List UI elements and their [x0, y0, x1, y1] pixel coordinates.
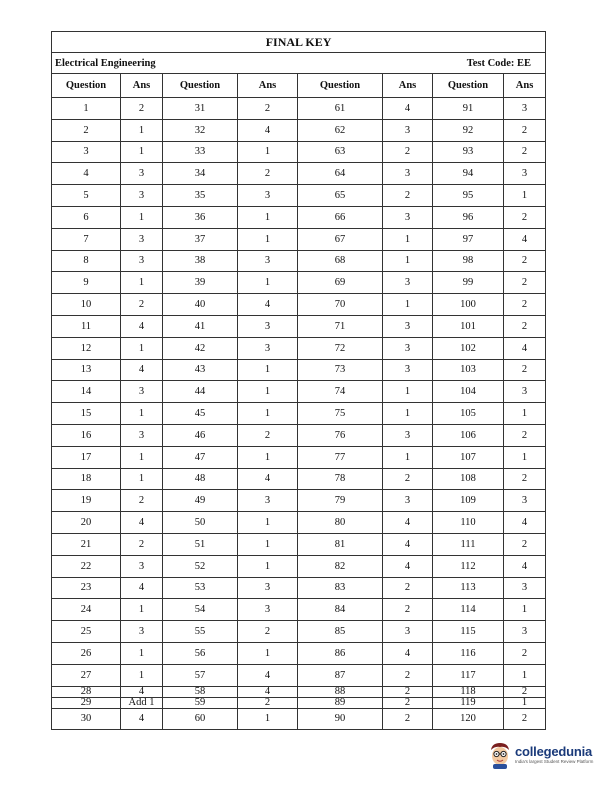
question-number-cell: 17 [52, 446, 121, 468]
answer-cell: 2 [383, 599, 433, 621]
question-number-cell: 27 [52, 664, 121, 686]
answer-cell: 3 [121, 381, 163, 403]
question-number-cell: 58 [163, 686, 238, 697]
answer-cell: 2 [504, 272, 546, 294]
answer-rows [52, 98, 546, 730]
answer-cell: 2 [238, 98, 298, 120]
question-number-cell: 13 [52, 359, 121, 381]
question-number-cell: 25 [52, 621, 121, 643]
answer-cell: 1 [504, 664, 546, 686]
question-number-cell: 15 [52, 403, 121, 425]
answer-cell: 3 [383, 206, 433, 228]
table-row [52, 206, 546, 228]
answer-cell: 3 [504, 98, 546, 120]
question-number-cell: 78 [298, 468, 383, 490]
question-number-cell: 3 [52, 141, 121, 163]
question-number-cell: 54 [163, 599, 238, 621]
question-number-cell: 91 [433, 98, 504, 120]
answer-cell: 3 [504, 577, 546, 599]
column-header: Question [163, 74, 238, 98]
question-number-cell: 35 [163, 185, 238, 207]
question-number-cell: 85 [298, 621, 383, 643]
answer-cell: 3 [121, 555, 163, 577]
answer-cell: 4 [121, 512, 163, 534]
answer-cell: 2 [383, 708, 433, 730]
answer-cell: 1 [504, 697, 546, 708]
question-number-cell: 83 [298, 577, 383, 599]
question-number-cell: 23 [52, 577, 121, 599]
question-number-cell: 64 [298, 163, 383, 185]
question-number-cell: 74 [298, 381, 383, 403]
answer-cell: 2 [121, 98, 163, 120]
question-number-cell: 65 [298, 185, 383, 207]
question-number-cell: 71 [298, 315, 383, 337]
answer-cell: 1 [383, 403, 433, 425]
question-number-cell: 40 [163, 294, 238, 316]
table-row [52, 250, 546, 272]
question-number-cell: 110 [433, 512, 504, 534]
question-number-cell: 97 [433, 228, 504, 250]
answer-cell: 2 [121, 533, 163, 555]
answer-cell: 4 [504, 228, 546, 250]
table-row [52, 228, 546, 250]
column-header: Question [298, 74, 383, 98]
question-number-cell: 67 [298, 228, 383, 250]
answer-cell: 3 [383, 424, 433, 446]
answer-cell: 4 [238, 664, 298, 686]
answer-cell: 3 [121, 185, 163, 207]
question-number-cell: 77 [298, 446, 383, 468]
question-number-cell: 118 [433, 686, 504, 697]
table-row [52, 98, 546, 120]
answer-cell: 3 [504, 490, 546, 512]
answer-cell: 2 [504, 424, 546, 446]
answer-cell: 4 [238, 686, 298, 697]
question-number-cell: 51 [163, 533, 238, 555]
question-number-cell: 14 [52, 381, 121, 403]
answer-cell: 3 [504, 163, 546, 185]
question-number-cell: 105 [433, 403, 504, 425]
table-row [52, 315, 546, 337]
question-number-cell: 63 [298, 141, 383, 163]
table-row [52, 163, 546, 185]
answer-cell: 2 [504, 468, 546, 490]
answer-cell: 2 [383, 185, 433, 207]
answer-cell: 1 [238, 228, 298, 250]
answer-cell: 3 [238, 315, 298, 337]
question-number-cell: 41 [163, 315, 238, 337]
question-number-cell: 2 [52, 119, 121, 141]
question-number-cell: 42 [163, 337, 238, 359]
answer-cell: 2 [383, 141, 433, 163]
question-number-cell: 99 [433, 272, 504, 294]
question-number-cell: 52 [163, 555, 238, 577]
brand-name: collegedunia [515, 744, 593, 759]
column-header: Ans [504, 74, 546, 98]
answer-cell: 2 [121, 294, 163, 316]
question-number-cell: 112 [433, 555, 504, 577]
answer-cell: 3 [238, 577, 298, 599]
question-number-cell: 5 [52, 185, 121, 207]
answer-cell: 4 [383, 98, 433, 120]
answer-cell: 3 [383, 272, 433, 294]
question-number-cell: 30 [52, 708, 121, 730]
answer-cell: 3 [383, 337, 433, 359]
question-number-cell: 43 [163, 359, 238, 381]
answer-cell: 3 [238, 250, 298, 272]
question-number-cell: 4 [52, 163, 121, 185]
question-number-cell: 60 [163, 708, 238, 730]
question-number-cell: 39 [163, 272, 238, 294]
answer-cell: 1 [504, 599, 546, 621]
collegedunia-logo[interactable] [487, 741, 593, 769]
answer-cell: 3 [383, 163, 433, 185]
question-number-cell: 115 [433, 621, 504, 643]
answer-cell: 1 [504, 403, 546, 425]
table-row [52, 381, 546, 403]
question-number-cell: 101 [433, 315, 504, 337]
answer-key-table [51, 31, 546, 730]
question-number-cell: 36 [163, 206, 238, 228]
answer-cell: 1 [121, 642, 163, 664]
table-row [52, 468, 546, 490]
question-number-cell: 6 [52, 206, 121, 228]
table-row [52, 686, 546, 697]
answer-cell: 4 [383, 533, 433, 555]
table-row [52, 490, 546, 512]
answer-cell: 3 [238, 599, 298, 621]
answer-cell: 2 [238, 424, 298, 446]
question-number-cell: 102 [433, 337, 504, 359]
answer-cell: 1 [238, 446, 298, 468]
question-number-cell: 10 [52, 294, 121, 316]
answer-cell: 1 [238, 403, 298, 425]
answer-cell: 3 [383, 119, 433, 141]
question-number-cell: 21 [52, 533, 121, 555]
answer-cell: 2 [383, 577, 433, 599]
answer-cell: 4 [121, 708, 163, 730]
question-number-cell: 108 [433, 468, 504, 490]
question-number-cell: 120 [433, 708, 504, 730]
answer-cell: 1 [121, 337, 163, 359]
question-number-cell: 82 [298, 555, 383, 577]
answer-cell: 3 [121, 621, 163, 643]
answer-cell: 2 [504, 359, 546, 381]
answer-cell: 2 [238, 697, 298, 708]
answer-cell: 2 [504, 294, 546, 316]
answer-cell: 1 [238, 512, 298, 534]
question-number-cell: 87 [298, 664, 383, 686]
table-row [52, 294, 546, 316]
table-row [52, 446, 546, 468]
answer-cell: 2 [504, 315, 546, 337]
question-number-cell: 7 [52, 228, 121, 250]
answer-cell: 4 [121, 359, 163, 381]
answer-cell: 4 [383, 642, 433, 664]
question-number-cell: 47 [163, 446, 238, 468]
answer-cell: 2 [504, 708, 546, 730]
question-number-cell: 38 [163, 250, 238, 272]
answer-cell: 1 [121, 141, 163, 163]
question-number-cell: 80 [298, 512, 383, 534]
answer-cell: 2 [121, 490, 163, 512]
question-number-cell: 106 [433, 424, 504, 446]
column-header: Question [52, 74, 121, 98]
answer-cell: 2 [504, 642, 546, 664]
answer-cell: 1 [238, 359, 298, 381]
question-number-cell: 111 [433, 533, 504, 555]
question-number-cell: 61 [298, 98, 383, 120]
question-number-cell: 84 [298, 599, 383, 621]
answer-cell: 1 [121, 599, 163, 621]
table-row [52, 697, 546, 708]
answer-cell: 3 [238, 185, 298, 207]
question-number-cell: 72 [298, 337, 383, 359]
question-number-cell: 46 [163, 424, 238, 446]
question-number-cell: 103 [433, 359, 504, 381]
question-number-cell: 12 [52, 337, 121, 359]
question-number-cell: 104 [433, 381, 504, 403]
table-row [52, 359, 546, 381]
answer-cell: 1 [383, 446, 433, 468]
question-number-cell: 70 [298, 294, 383, 316]
answer-cell: 1 [238, 272, 298, 294]
answer-cell: 1 [383, 294, 433, 316]
question-number-cell: 86 [298, 642, 383, 664]
answer-cell: 3 [383, 315, 433, 337]
question-number-cell: 100 [433, 294, 504, 316]
column-header: Ans [238, 74, 298, 98]
question-number-cell: 31 [163, 98, 238, 120]
question-number-cell: 37 [163, 228, 238, 250]
answer-cell: 3 [504, 621, 546, 643]
table-row [52, 642, 546, 664]
question-number-cell: 55 [163, 621, 238, 643]
question-number-cell: 116 [433, 642, 504, 664]
question-number-cell: 76 [298, 424, 383, 446]
mascot-icon [487, 741, 513, 769]
answer-cell: 4 [383, 555, 433, 577]
question-number-cell: 20 [52, 512, 121, 534]
question-number-cell: 68 [298, 250, 383, 272]
question-number-cell: 45 [163, 403, 238, 425]
question-number-cell: 34 [163, 163, 238, 185]
question-number-cell: 44 [163, 381, 238, 403]
question-number-cell: 93 [433, 141, 504, 163]
answer-cell: 1 [121, 272, 163, 294]
answer-cell: 1 [121, 403, 163, 425]
answer-cell: 1 [121, 468, 163, 490]
answer-cell: 2 [238, 163, 298, 185]
answer-cell: 3 [121, 163, 163, 185]
answer-cell: 2 [383, 468, 433, 490]
question-number-cell: 113 [433, 577, 504, 599]
answer-cell: 4 [121, 686, 163, 697]
answer-cell: 2 [504, 206, 546, 228]
question-number-cell: 69 [298, 272, 383, 294]
answer-cell: 4 [504, 555, 546, 577]
answer-cell: 2 [504, 119, 546, 141]
question-number-cell: 62 [298, 119, 383, 141]
answer-cell: 1 [383, 381, 433, 403]
column-header-row [52, 74, 546, 98]
brand-tagline: India's largest Student Review Platform [515, 759, 594, 764]
question-number-cell: 109 [433, 490, 504, 512]
question-number-cell: 26 [52, 642, 121, 664]
answer-cell: 2 [383, 664, 433, 686]
question-number-cell: 57 [163, 664, 238, 686]
answer-cell: 4 [238, 468, 298, 490]
question-number-cell: 16 [52, 424, 121, 446]
question-number-cell: 33 [163, 141, 238, 163]
answer-cell: 3 [383, 490, 433, 512]
page-title: FINAL KEY [52, 32, 546, 53]
answer-cell: 3 [383, 621, 433, 643]
question-number-cell: 119 [433, 697, 504, 708]
answer-cell: 3 [504, 381, 546, 403]
answer-cell: 4 [121, 577, 163, 599]
table-row [52, 599, 546, 621]
question-number-cell: 98 [433, 250, 504, 272]
question-number-cell: 49 [163, 490, 238, 512]
table-row [52, 185, 546, 207]
question-number-cell: 24 [52, 599, 121, 621]
answer-cell: 2 [504, 686, 546, 697]
answer-cell: 1 [238, 141, 298, 163]
question-number-cell: 18 [52, 468, 121, 490]
answer-cell: 1 [121, 446, 163, 468]
table-row [52, 664, 546, 686]
question-number-cell: 9 [52, 272, 121, 294]
question-number-cell: 81 [298, 533, 383, 555]
question-number-cell: 19 [52, 490, 121, 512]
question-number-cell: 96 [433, 206, 504, 228]
answer-cell: 1 [238, 206, 298, 228]
answer-cell: 1 [121, 119, 163, 141]
answer-cell: 1 [383, 250, 433, 272]
answer-cell: 1 [121, 664, 163, 686]
question-number-cell: 59 [163, 697, 238, 708]
question-number-cell: 1 [52, 98, 121, 120]
answer-cell: 1 [238, 708, 298, 730]
question-number-cell: 50 [163, 512, 238, 534]
answer-cell: 4 [238, 119, 298, 141]
question-number-cell: 66 [298, 206, 383, 228]
column-header: Ans [383, 74, 433, 98]
answer-cell: 4 [504, 512, 546, 534]
answer-cell: 1 [238, 533, 298, 555]
answer-cell: 3 [121, 250, 163, 272]
table-row [52, 512, 546, 534]
question-number-cell: 56 [163, 642, 238, 664]
question-number-cell: 8 [52, 250, 121, 272]
question-number-cell: 79 [298, 490, 383, 512]
table-row [52, 621, 546, 643]
answer-cell: 2 [504, 141, 546, 163]
subject-label: Electrical Engineering [52, 53, 298, 74]
question-number-cell: 53 [163, 577, 238, 599]
question-number-cell: 28 [52, 686, 121, 697]
question-number-cell: 48 [163, 468, 238, 490]
table-row [52, 272, 546, 294]
table-row [52, 403, 546, 425]
column-header: Ans [121, 74, 163, 98]
answer-cell: 2 [504, 250, 546, 272]
question-number-cell: 90 [298, 708, 383, 730]
answer-cell: 1 [504, 446, 546, 468]
table-row [52, 577, 546, 599]
question-number-cell: 11 [52, 315, 121, 337]
question-number-cell: 29 [52, 697, 121, 708]
question-number-cell: 95 [433, 185, 504, 207]
question-number-cell: 117 [433, 664, 504, 686]
question-number-cell: 92 [433, 119, 504, 141]
table-row [52, 141, 546, 163]
question-number-cell: 75 [298, 403, 383, 425]
question-number-cell: 73 [298, 359, 383, 381]
answer-cell: 1 [238, 642, 298, 664]
answer-cell: 2 [383, 697, 433, 708]
test-code-label: Test Code: EE [298, 53, 546, 74]
question-number-cell: 88 [298, 686, 383, 697]
answer-cell: 1 [238, 555, 298, 577]
question-number-cell: 94 [433, 163, 504, 185]
table-row [52, 533, 546, 555]
table-row [52, 708, 546, 730]
answer-cell: 4 [504, 337, 546, 359]
question-number-cell: 22 [52, 555, 121, 577]
table-row [52, 424, 546, 446]
answer-cell: Add 1 [121, 697, 163, 708]
answer-cell: 3 [238, 337, 298, 359]
answer-cell: 1 [121, 206, 163, 228]
answer-cell: 2 [504, 533, 546, 555]
question-number-cell: 89 [298, 697, 383, 708]
question-number-cell: 107 [433, 446, 504, 468]
table-row [52, 337, 546, 359]
answer-cell: 3 [121, 424, 163, 446]
answer-cell: 3 [238, 490, 298, 512]
question-number-cell: 32 [163, 119, 238, 141]
answer-cell: 3 [121, 228, 163, 250]
answer-cell: 4 [238, 294, 298, 316]
table-row [52, 555, 546, 577]
table-row [52, 119, 546, 141]
answer-cell: 2 [238, 621, 298, 643]
column-header: Question [433, 74, 504, 98]
answer-cell: 1 [504, 185, 546, 207]
answer-cell: 3 [383, 359, 433, 381]
answer-cell: 1 [238, 381, 298, 403]
question-number-cell: 114 [433, 599, 504, 621]
answer-cell: 4 [121, 315, 163, 337]
answer-cell: 4 [383, 512, 433, 534]
answer-cell: 2 [383, 686, 433, 697]
answer-cell: 1 [383, 228, 433, 250]
